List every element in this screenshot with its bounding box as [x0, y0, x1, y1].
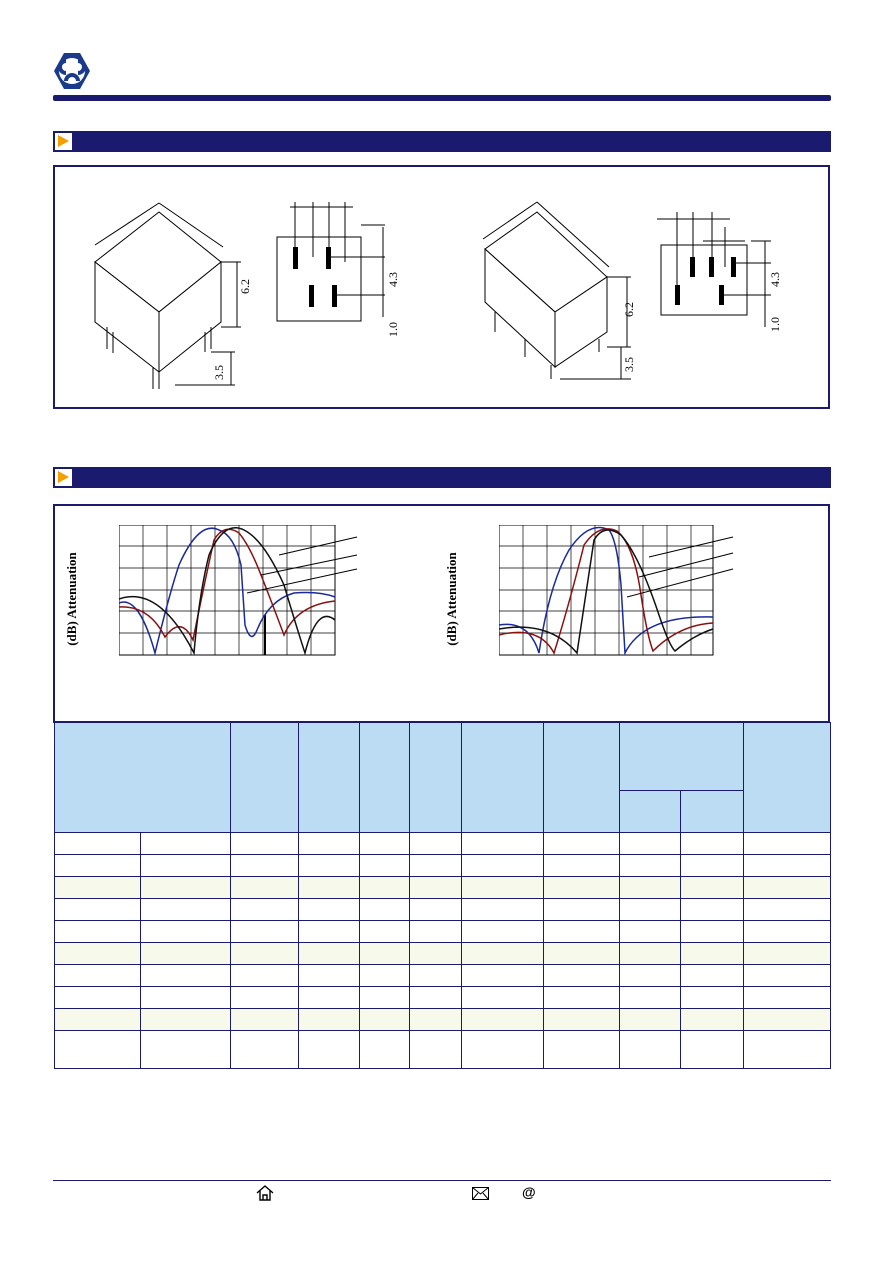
chart-left-ylabel: (dB) Attenuation	[63, 552, 79, 646]
table-row	[55, 965, 831, 987]
table-row	[55, 855, 831, 877]
at-icon: @	[522, 1184, 536, 1200]
dimension-drawings	[55, 167, 828, 407]
header-rule	[53, 95, 831, 101]
chart-right-ylabel: (dB) Attenuation	[443, 552, 459, 646]
table-header-row	[55, 723, 831, 791]
section-arrow-icon	[55, 469, 72, 486]
table-row	[55, 1009, 831, 1031]
section-bar-response	[53, 467, 831, 488]
section-bar-dimensions	[53, 131, 831, 152]
chart-left	[119, 525, 419, 661]
table-row	[55, 1031, 831, 1069]
home-icon[interactable]	[255, 1184, 275, 1202]
chart-right	[499, 525, 799, 661]
company-logo	[52, 51, 92, 91]
table-row	[55, 943, 831, 965]
dim-height-left: 6.2	[238, 279, 252, 294]
dim-height-right: 6.2	[622, 302, 636, 317]
table-row	[55, 877, 831, 899]
dimensions-panel	[53, 165, 830, 409]
section-arrow-icon	[55, 133, 72, 150]
dim-pin-left: 3.5	[212, 365, 226, 380]
dim-pitch-right: 4.3	[768, 272, 782, 287]
table-row	[55, 921, 831, 943]
spec-table	[54, 722, 831, 1069]
mail-icon[interactable]	[472, 1187, 489, 1200]
table-row	[55, 833, 831, 855]
footer-rule	[53, 1180, 831, 1181]
table-row	[55, 899, 831, 921]
response-panel	[53, 504, 830, 723]
dim-pin-right: 3.5	[622, 357, 636, 372]
dim-offset-left: 1.0	[386, 322, 400, 337]
dim-offset-right: 1.0	[768, 317, 782, 332]
dim-pitch-left: 4.3	[386, 272, 400, 287]
table-row	[55, 987, 831, 1009]
